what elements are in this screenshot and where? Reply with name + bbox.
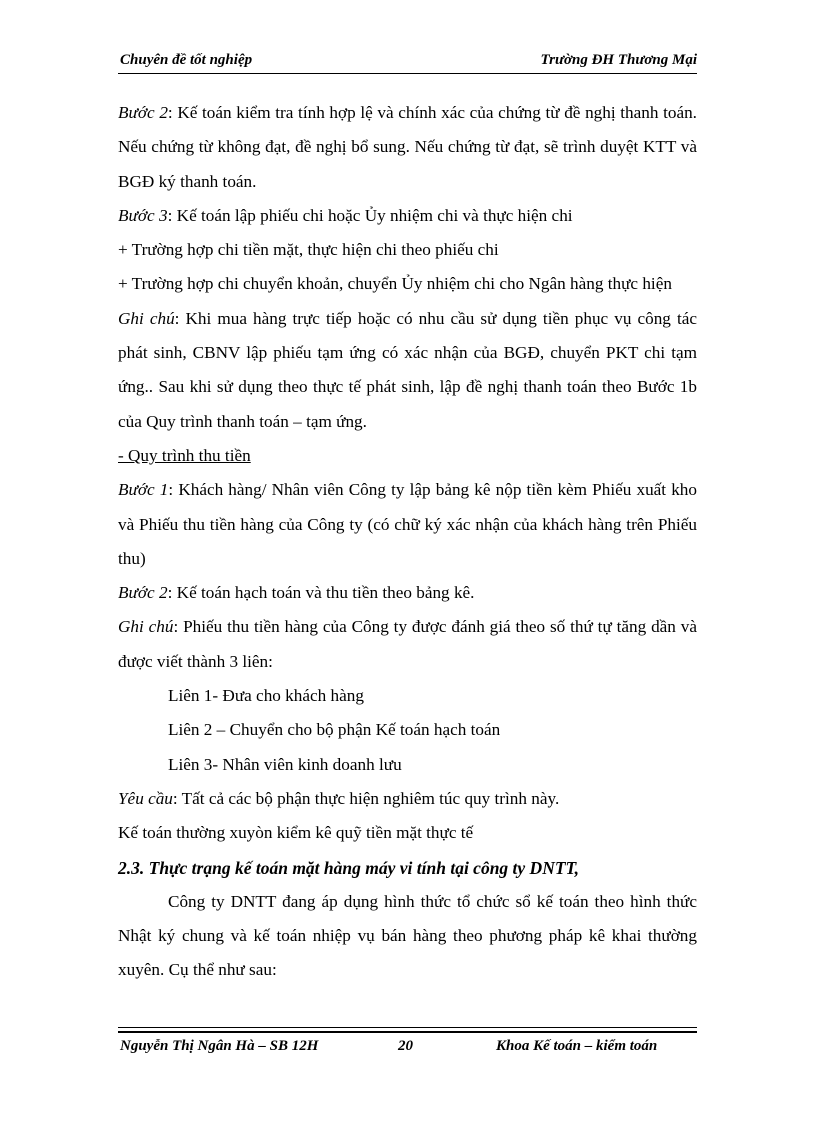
subsection-title-text: - Quy trình thu tiền — [118, 445, 251, 465]
paragraph-text: : Kế toán hạch toán và thu tiền theo bảng kê. — [167, 583, 475, 603]
paragraph-note-2 — [118, 610, 697, 679]
footer-rule-bottom — [118, 1031, 697, 1033]
paragraph-note — [118, 302, 697, 439]
list-item-lien-2: Liên 2 – Chuyển cho bộ phận Kế toán hạch toán — [168, 720, 501, 740]
header-right-text: Trường ĐH Thương Mại — [540, 52, 697, 68]
paragraph-cash-check: Kế toán thường xuyòn kiểm kê quỹ tiền mặt thực tế — [118, 823, 474, 843]
subsection-title — [118, 439, 697, 473]
note-label: Ghi chú — [118, 617, 174, 637]
footer-department: Khoa Kế toán – kiểm toán — [496, 1038, 658, 1054]
paragraph-text: : Tất cả các bộ phận thực hiện nghiêm túc quy trình này. — [172, 788, 560, 808]
footer-author: Nguyễn Thị Ngân Hà – SB 12H — [120, 1038, 319, 1054]
page-number: 20 — [398, 1038, 413, 1054]
paragraph-text: : Phiếu thu tiền hàng của Công ty được đánh giá theo số thứ tự tăng dần và được viết thành 3 liên: — [118, 617, 697, 671]
page-body — [118, 96, 697, 988]
paragraph-text: : Kế toán lập phiếu chi hoặc Ủy nhiệm chi và thực hiện chi — [167, 205, 573, 225]
footer-rule-top — [118, 1027, 697, 1028]
paragraph-buoc-2b — [118, 576, 697, 610]
header-rule — [118, 73, 697, 74]
paragraph-text: : Kế toán kiểm tra tính hợp lệ và chính xác của chứng từ đề nghị thanh toán. Nếu chứng từ không đạt, đề nghị bổ sung. Nếu chứng từ đạt, sẽ trình duyệt KTT và BGĐ ký thanh toán. — [118, 103, 697, 191]
header-left-text: Chuyên đề tốt nghiệp — [120, 52, 253, 68]
paragraph-cash-case: + Trường hợp chi tiền mặt, thực hiện chi theo phiếu chi — [118, 240, 499, 260]
page-header — [118, 50, 697, 72]
requirement-label: Yêu cầu — [118, 788, 173, 808]
list-item-lien-1: Liên 1- Đưa cho khách hàng — [168, 686, 364, 706]
page-footer — [118, 1038, 697, 1058]
step-label: Bước 2 — [118, 103, 168, 122]
paragraph-buoc-3 — [118, 199, 697, 233]
paragraph-requirement — [118, 782, 697, 816]
step-label: Bước 3 — [118, 205, 168, 225]
section-heading: 2.3. Thực trạng kế toán mặt hàng máy vi tính tại công ty DNTT, — [118, 857, 579, 878]
step-label: Bước 1 — [118, 480, 169, 500]
paragraph-text: : Khách hàng/ Nhân viên Công ty lập bảng kê nộp tiền kèm Phiếu xuất kho và Phiếu thu tiền hàng của Công ty (có chữ ký xác nhận của khách hàng trên Phiếu thu) — [118, 480, 697, 568]
paragraph-buoc-2 — [118, 96, 697, 199]
paragraph-buoc-1 — [118, 473, 697, 576]
list-item-lien-3: Liên 3- Nhân viên kinh doanh lưu — [168, 754, 402, 774]
paragraph-intro: Công ty DNTT đang áp dụng hình thức tổ chức sổ kế toán theo hình thức Nhật ký chung và kế toán nhiệp vụ bán hàng theo phương pháp kê khai thường xuyên. Cụ thể như sau: — [118, 891, 697, 980]
paragraph-text: : Khi mua hàng trực tiếp hoặc có nhu cầu sử dụng tiền phục vụ công tác phát sinh, CBNV lập phiếu tạm ứng có xác nhận của BGĐ, chuyển PKT chi tạm ứng.. Sau khi sử dụng theo thực tế phát sinh, lập đề nghị thanh toán theo Bước 1b của Quy trình thanh toán – tạm ứng. — [118, 308, 697, 431]
paragraph-transfer-case: + Trường hợp chi chuyển khoản, chuyển Ủy nhiệm chi cho Ngân hàng thực hiện — [118, 274, 672, 294]
note-label: Ghi chú — [118, 308, 175, 328]
step-label: Bước 2 — [118, 583, 168, 603]
